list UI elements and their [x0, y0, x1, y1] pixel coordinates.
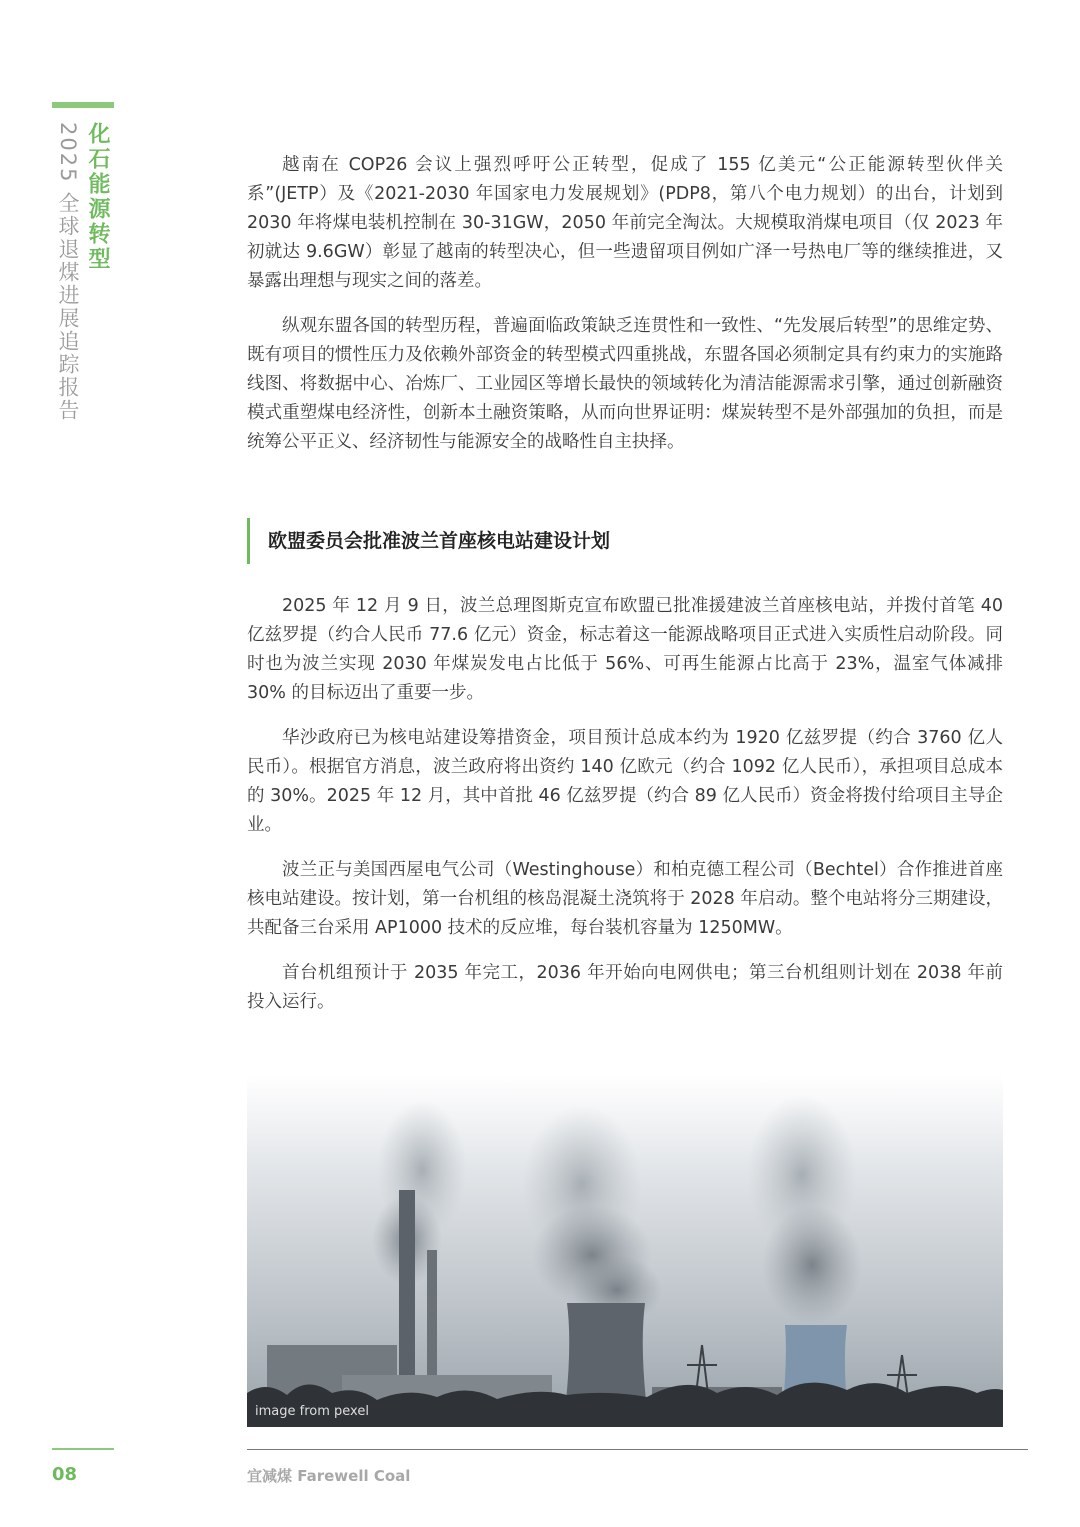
- paragraph: 越南在 COP26 会议上强烈呼吁公正转型，促成了 155 亿美元“公正能源转型伙伴关系”(JETP）及《2021-2030 年国家电力发展规划》(PDP8，第八个电力规划）的出台，计划到 2030 年将煤电装机控制在 30-31GW，2050 年前完全淘汰。大规模取消煤电项目（仅 2023 年初就达 9.6GW）彰显了越南的转型决心，但一些遗留项目例如广泽一号热电厂等的继续推进，又暴露出理想与现实之间的落差。: [247, 155, 1003, 291]
- photo-credit: image from pexel: [255, 1404, 369, 1419]
- sidebar-chapter-title: 化石能源转型: [85, 122, 110, 272]
- power-plant-photo: [247, 1075, 1003, 1427]
- intro-text-block: [247, 151, 1003, 473]
- paragraph: 首台机组预计于 2035 年完工，2036 年开始向电网供电；第三台机组则计划在 2038 年前投入运行。: [247, 963, 1003, 1012]
- sidebar-accent-bar: [52, 102, 114, 108]
- paragraph: 华沙政府已为核电站建设筹措资金，项目预计总成本约为 1920 亿兹罗提（约合 3760 亿人民币）。根据官方消息，波兰政府将出资约 140 亿欧元（约合 1092 亿人民币），承担项目总成本的 30%。2025 年 12 月，其中首批 46 亿兹罗提（约合 89 亿人民币）资金将拨付给项目主导企业。: [247, 728, 1003, 835]
- sidebar-report-title: 2025 全球退煤进展追踪报告: [56, 122, 80, 423]
- section-heading: 欧盟委员会批准波兰首座核电站建设计划: [247, 518, 610, 564]
- footer-divider: [247, 1449, 1028, 1450]
- page-number: 08: [52, 1464, 78, 1485]
- footer-accent-bar: [52, 1448, 114, 1450]
- footer-brand: 宜减煤 Farewell Coal: [247, 1467, 411, 1485]
- paragraph: 纵观东盟各国的转型历程，普遍面临政策缺乏连贯性和一致性、“先发展后转型”的思维定势、既有项目的惯性压力及依赖外部资金的转型模式四重挑战，东盟各国必须制定具有约束力的实施路线图、将数据中心、冶炼厂、工业园区等增长最快的领域转化为清洁能源需求引擎，通过创新融资模式重塑煤电经济性，创新本土融资策略，从而向世界证明：煤炭转型不是外部强加的负担，而是统筹公平正义、经济韧性与能源安全的战略性自主抉择。: [247, 316, 1003, 452]
- paragraph: 2025 年 12 月 9 日，波兰总理图斯克宣布欧盟已批准援建波兰首座核电站，并拨付首笔 40 亿兹罗提（约合人民币 77.6 亿元）资金，标志着这一能源战略项目正式进入实质性启动阶段。同时也为波兰实现 2030 年煤炭发电占比低于 56%、可再生能源占比高于 23%，温室气体减排 30% 的目标迈出了重要一步。: [247, 596, 1003, 703]
- section-text-block: [247, 592, 1003, 1033]
- paragraph: 波兰正与美国西屋电气公司（Westinghouse）和柏克德工程公司（Bechtel）合作推进首座核电站建设。按计划，第一台机组的核岛混凝土浇筑将于 2028 年启动。整个电站将分三期建设，共配备三台采用 AP1000 技术的反应堆，每台装机容量为 1250MW。: [247, 860, 1003, 938]
